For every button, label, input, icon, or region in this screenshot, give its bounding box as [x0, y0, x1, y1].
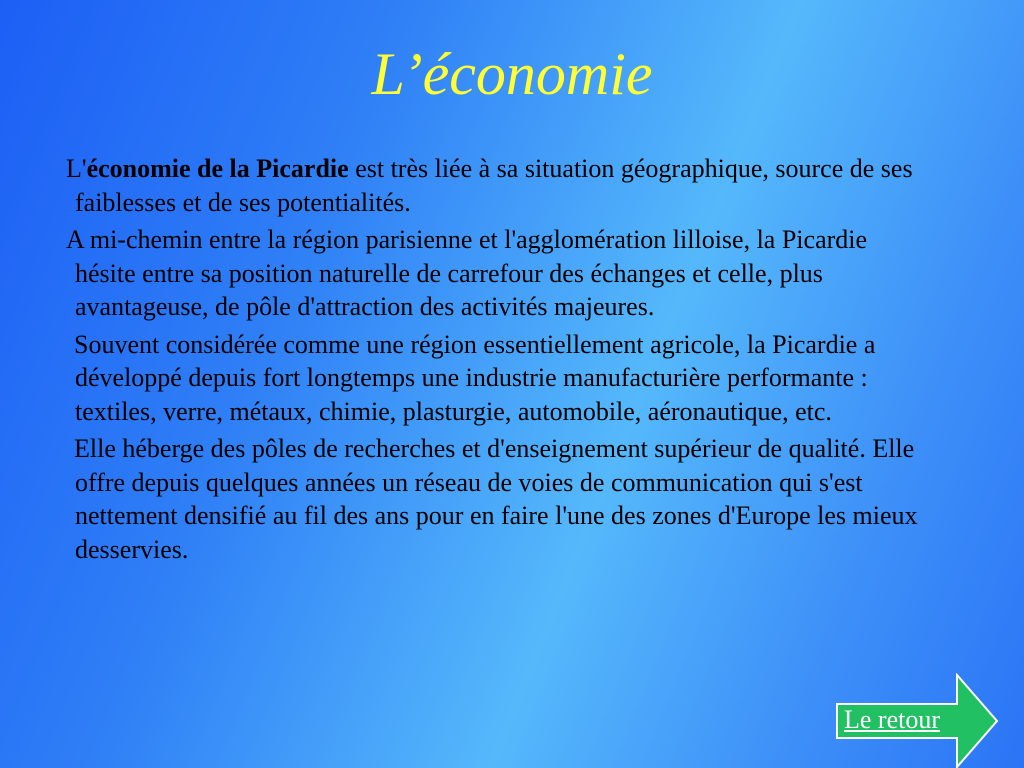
paragraph-intro-prefix: L': [66, 154, 87, 183]
paragraph-intro: [62, 152, 932, 219]
return-button-label[interactable]: Le retour: [844, 705, 941, 734]
paragraph-location: A mi-chemin entre la région parisienne et l'agglomération lilloise, la Picardie hésite entre sa position naturelle de carrefour des échanges et celle, plus avantageuse, de pôle d'attraction des activités majeures.: [66, 225, 868, 321]
paragraph-intro-bold: économie de la Picardie: [86, 154, 349, 183]
slide-body: [62, 152, 932, 570]
paragraph-intro-rest: est très liée à sa situation géographique, source de ses faiblesses et de ses potentialités.: [75, 154, 913, 217]
return-button[interactable]: [836, 673, 1000, 768]
paragraph-research: Elle héberge des pôles de recherches et d'enseignement supérieur de qualité. Elle offre depuis quelques années un réseau de voies de communication qui s'est nettement densifié au fil des ans pour en faire l'une des zones d'Europe les mieux desservies.: [74, 434, 918, 564]
slide-title: L’économie: [371, 41, 653, 107]
paragraph-industry: Souvent considérée comme une région essentiellement agricole, la Picardie a développé depuis fort longtemps une industrie manufacturière performante : textiles, verre, métaux, chimie, plasturgie, automobile, aéronautique, etc.: [74, 329, 876, 426]
